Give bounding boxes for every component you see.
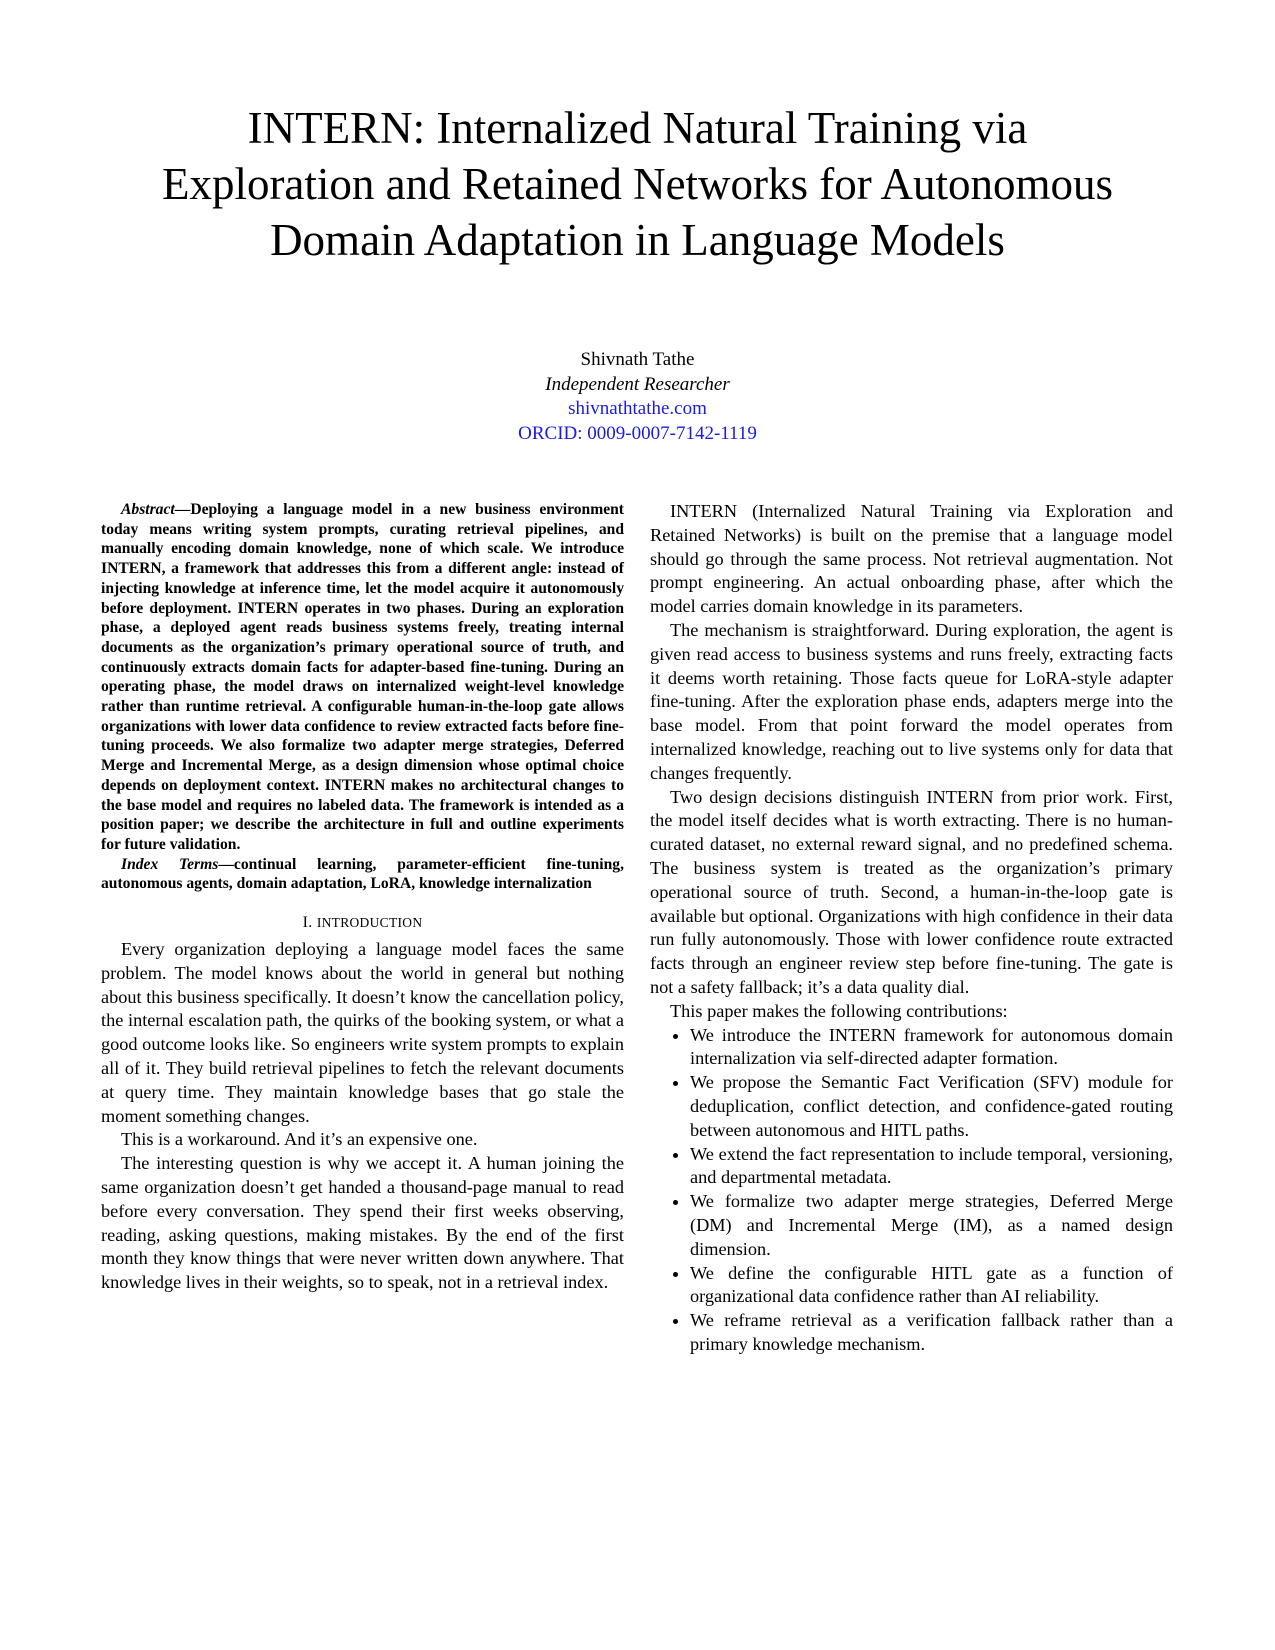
- intro-paragraph-5: The mechanism is straightforward. During exploration, the agent is given read access to business systems and runs freely, extracting facts it deems worth retaining. Those facts queue for LoRA-style adapter fine-tuning. After the exploration phase ends, adapters merge into the base model. From that point forward the model operates from internalized knowledge, reaching out to live systems only for data that changes frequently.: [650, 619, 1173, 783]
- author-name: Shivnath Tathe: [580, 349, 695, 370]
- section-title: INTRODUCTION: [316, 915, 423, 931]
- index-terms-text: —continual learning, parameter-efficient fine-tuning, autonomous agents, domain adaptation, LoRA, knowledge internalization: [101, 855, 624, 893]
- author-affiliation: Independent Researcher: [545, 373, 730, 395]
- intro-paragraph-3: The interesting question is why we accept it. A human joining the same organization doesn’t get handed a thousand-page manual to read before every conversation. They spend their first weeks observing, reading, asking questions, making mistakes. By the end of the first month they know things that were never written down anywhere. That knowledge lives in their weights, so to speak, not in a retrieval index.: [101, 1153, 624, 1293]
- abstract-lead: Abstract: [121, 501, 175, 518]
- contributions-list: [650, 1024, 1173, 1357]
- contribution-item: • We introduce the INTERN framework for autonomous domain internalization via self-directed adapter formation.: [690, 1024, 1173, 1072]
- intro-paragraph-1: Every organization deploying a language model faces the same problem. The model knows about the world in general but nothing about this business specifically. It doesn’t know the cancellation policy, the internal escalation path, the quirks of the booking system, or what a good outcome looks like. So engineers write system prompts to explain all of it. They build retrieval pipelines to fetch the relevant documents at query time. They maintain knowledge bases that go stale the moment something changes.: [101, 939, 624, 1126]
- right-column: [650, 500, 1173, 1357]
- contribution-item: • We extend the fact representation to include temporal, versioning, and departmental metadata.: [690, 1143, 1173, 1191]
- author-orcid-link[interactable]: ORCID: 0009-0007-7142-1119: [518, 422, 757, 444]
- contribution-item: • We formalize two adapter merge strategies, Deferred Merge (DM) and Incremental Merge (IM), as a named design dimension.: [690, 1190, 1173, 1261]
- index-terms-lead: Index Terms: [121, 855, 219, 873]
- author-block: [0, 348, 1275, 446]
- contribution-item: • We reframe retrieval as a verification fallback rather than a primary knowledge mechanism.: [690, 1309, 1173, 1357]
- section-heading-introduction: [101, 914, 624, 932]
- title-block: [0, 100, 1275, 268]
- abstract-text: —Deploying a language model in a new business environment today means writing system prompts, curating retrieval pipelines, and manually encoding domain knowledge, none of which scale. We introduce INTERN, a framework that addresses this from a different angle: instead of injecting knowledge at inference time, let the model acquire it autonomously before deployment. INTERN operates in two phases. During an exploration phase, a deployed agent reads business systems freely, treating internal documents as the organization’s primary operational source of truth, and continuously extracts domain facts for adapter-based fine-tuning. During an operating phase, the model draws on internalized weight-level knowledge rather than runtime retrieval. A configurable human-in-the-loop gate allows organizations with lower data confidence to review extracted facts before fine-tuning proceeds. We also formalize two adapter merge strategies, Deferred Merge and Incremental Merge, as a design dimension whose optimal choice depends on deployment context. INTERN makes no architectural changes to the base model and requires no labeled data. The framework is intended as a position paper; we describe the architecture in full and outline experiments for future validation.: [101, 501, 624, 853]
- section-number: I.: [302, 914, 317, 932]
- abstract: [101, 500, 624, 855]
- paper-title: INTERN: Internalized Natural Training via Exploration and Retained Networks for Autonomous Domain Adaptation in Language Models: [161, 103, 1114, 265]
- contribution-item: • We propose the Semantic Fact Verification (SFV) module for deduplication, conflict detection, and confidence-gated routing between autonomous and HITL paths.: [690, 1071, 1173, 1142]
- author-website-link[interactable]: shivnathtathe.com: [568, 398, 707, 419]
- left-column: [101, 500, 624, 1295]
- intro-paragraph-2: This is a workaround. And it’s an expensive one.: [121, 1129, 478, 1150]
- intro-paragraph-6: Two design decisions distinguish INTERN from prior work. First, the model itself decides what is worth extracting. There is no human-curated dataset, no external reward signal, and no predefined schema. The business system is treated as the organization’s primary operational source of truth. Second, a human-in-the-loop gate is available but optional. Organizations with high confidence in their data run fully autonomously. Those with lower confidence route extracted facts through an engineer review step before fine-tuning. The gate is not a safety fallback; it’s a data quality dial.: [650, 786, 1173, 997]
- contributions-intro: This paper makes the following contributions:: [670, 1000, 1008, 1021]
- index-terms: [101, 855, 624, 894]
- intro-paragraph-4: INTERN (Internalized Natural Training via Exploration and Retained Networks) is built on the premise that a language model should go through the same process. Not retrieval augmentation. Not prompt engineering. An actual onboarding phase, after which the model carries domain knowledge in its parameters.: [650, 501, 1173, 617]
- contribution-item: • We define the configurable HITL gate as a function of organizational data confidence rather than AI reliability.: [690, 1262, 1173, 1310]
